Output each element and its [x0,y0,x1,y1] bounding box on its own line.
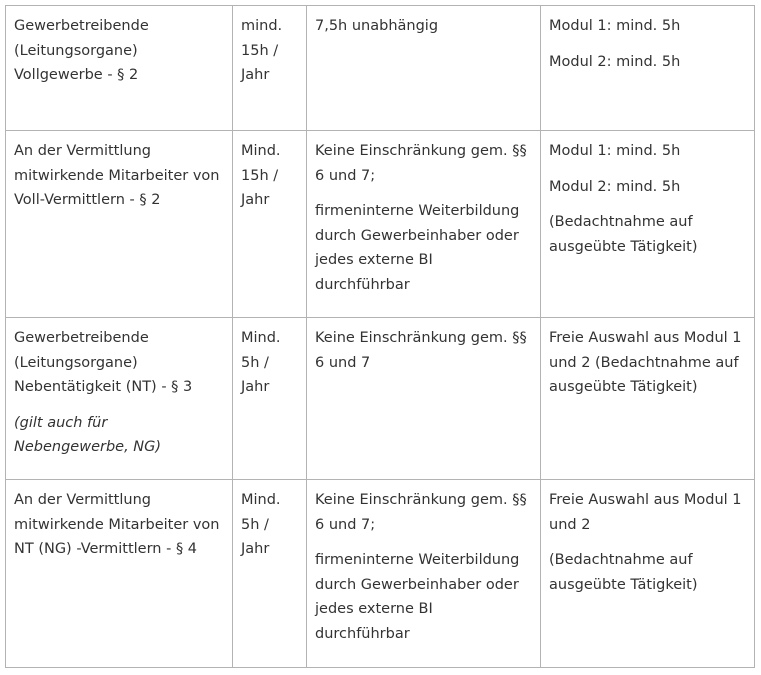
hours-cell [233,318,307,480]
hours-text: Mind. 15h / Jahr [241,143,281,208]
restriction-cell [307,6,541,131]
table-row [6,480,755,668]
modules-text: (Bedachtnahme auf ausgeübte Tätigkeit) [549,552,698,593]
restriction-text: 7,5h unabhängig [315,18,439,34]
modules-cell [541,480,755,668]
group-text: Gewerbetreibende (Leitungsorgane) Vollgewerbe - § 2 [14,18,149,83]
hours-cell [233,6,307,131]
group-note-text: (gilt auch für Nebengewerbe, NG) [14,414,162,455]
group-cell [6,480,233,668]
group-text: An der Vermittlung mitwirkende Mitarbeiter von NT (NG) -Vermittlern - § 4 [14,492,220,557]
modules-text: Freie Auswahl aus Modul 1 und 2 [549,492,742,533]
modules-cell [541,318,755,480]
hours-text: Mind. 5h / Jahr [241,492,281,557]
group-cell [6,6,233,131]
modules-text: Modul 2: mind. 5h [549,53,681,70]
hours-text: mind. 15h / Jahr [241,18,283,83]
modules-text: Modul 1: mind. 5h [549,18,681,34]
restriction-cell [307,480,541,668]
restriction-text: Keine Einschränkung gem. §§ 6 und 7 [315,330,527,371]
modules-text: (Bedachtnahme auf ausgeübte Tätigkeit) [549,214,698,255]
restriction-text: Keine Einschränkung gem. §§ 6 und 7; [315,492,527,533]
restriction-text: firmeninterne Weiterbildung durch Gewerbeinhaber oder jedes externe BI durchführbar [315,203,520,293]
group-cell [6,318,233,480]
modules-cell [541,6,755,131]
modules-cell [541,131,755,318]
table-row [6,318,755,480]
modules-text: Freie Auswahl aus Modul 1 und 2 (Bedachtnahme auf ausgeübte Tätigkeit) [549,330,742,395]
modules-text: Modul 2: mind. 5h [549,178,681,195]
hours-cell [233,480,307,668]
restriction-cell [307,318,541,480]
group-text: An der Vermittlung mitwirkende Mitarbeiter von Voll-Vermittlern - § 2 [14,143,220,208]
hours-cell [233,131,307,318]
training-requirements-table [5,5,755,668]
restriction-cell [307,131,541,318]
table-row [6,6,755,131]
group-text: Gewerbetreibende (Leitungsorgane) Nebentätigkeit (NT) - § 3 [14,330,193,395]
table-row [6,131,755,318]
modules-text: Modul 1: mind. 5h [549,143,681,159]
restriction-text: firmeninterne Weiterbildung durch Gewerbeinhaber oder jedes externe BI durchführbar [315,552,520,642]
group-cell [6,131,233,318]
hours-text: Mind. 5h / Jahr [241,330,281,395]
restriction-text: Keine Einschränkung gem. §§ 6 und 7; [315,143,527,184]
